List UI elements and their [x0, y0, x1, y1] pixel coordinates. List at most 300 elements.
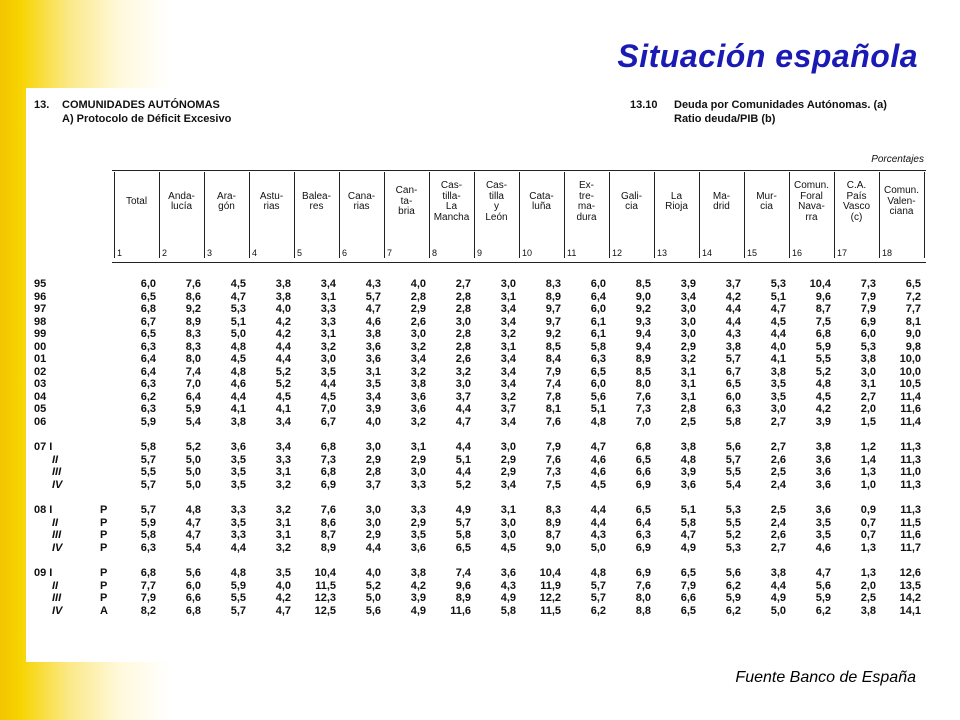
table-cell: 3,4 — [500, 303, 516, 315]
table-cell: 8,5 — [635, 278, 651, 290]
table-cell: 1,3 — [860, 466, 876, 478]
table-cell: 3,4 — [410, 353, 426, 365]
table-cell: 3,9 — [410, 592, 426, 604]
table-cell: 3,1 — [860, 378, 876, 390]
table-cell: 7,0 — [185, 378, 201, 390]
table-cell: 9,7 — [545, 303, 561, 315]
table-cell: 3,7 — [455, 390, 471, 403]
table-cell: 3,8 — [365, 328, 381, 340]
table-cell: 2,9 — [680, 340, 696, 353]
table-cell: 7,3 — [635, 403, 651, 415]
table-cell: 3,5 — [770, 378, 786, 390]
table-cell: 5,0 — [365, 592, 381, 604]
table-cell: 3,7 — [500, 403, 516, 415]
column-header: Can- ta- bria — [395, 185, 418, 218]
row-label: 04 — [34, 390, 47, 403]
table-cell: 4,2 — [275, 328, 291, 340]
table-cell: 7,9 — [140, 592, 156, 604]
table-cell: 3,2 — [410, 365, 426, 378]
scanned-table-document — [26, 88, 930, 662]
table-cell: 4,3 — [590, 529, 606, 541]
table-cell: 7,7 — [905, 303, 921, 315]
column-header: Anda- lucía — [168, 190, 195, 212]
table-cell: 4,1 — [230, 403, 246, 415]
table-cell: 8,6 — [185, 290, 201, 303]
table-cell: 5,5 — [230, 592, 246, 604]
table-cell: 6,4 — [140, 365, 156, 378]
table-cell: 5,9 — [815, 340, 831, 353]
table-cell: 4,6 — [590, 466, 606, 478]
column-number: 18 — [882, 248, 893, 258]
table-cell: 4,4 — [725, 315, 741, 328]
table-cell: 3,4 — [275, 441, 291, 453]
row-label: 95 — [34, 278, 47, 290]
table-cell: 11,9 — [540, 579, 561, 592]
table-row — [26, 316, 930, 329]
table-cell: 5,1 — [590, 403, 606, 415]
table-cell: 4,7 — [185, 516, 201, 529]
table-cell: 8,3 — [185, 340, 201, 353]
table-cell: 5,8 — [140, 529, 156, 541]
table-cell: 4,8 — [230, 340, 246, 353]
table-cell: 2,7 — [770, 415, 786, 428]
table-cell: 3,4 — [680, 290, 696, 303]
table-cell: 3,0 — [410, 328, 426, 340]
table-cell: 4,8 — [815, 378, 831, 390]
table-cell: 2,4 — [770, 478, 786, 491]
table-cell: 5,2 — [275, 365, 291, 378]
table-cell: 3,1 — [275, 466, 291, 478]
table-cell: 3,5 — [410, 529, 426, 541]
table-row — [26, 454, 930, 467]
table-cell: 3,0 — [860, 365, 876, 378]
table-cell: 5,2 — [815, 365, 831, 378]
table-cell: 4,2 — [410, 579, 426, 592]
table-cell: 3,3 — [410, 478, 426, 491]
table-cell: 4,0 — [275, 303, 291, 315]
table-cell: 9,6 — [455, 579, 471, 592]
table-cell: 5,7 — [140, 504, 156, 516]
column-header: Astu- rias — [259, 190, 284, 212]
column-number: 8 — [432, 248, 438, 258]
table-cell: 6,8 — [140, 567, 156, 579]
table-cell: 5,3 — [230, 303, 246, 315]
table-cell: 2,8 — [455, 340, 471, 353]
table-cell: 5,1 — [770, 290, 786, 303]
column-header: Cas- tilla y León — [485, 180, 508, 223]
column-numbers — [26, 248, 930, 260]
table-cell: 1,5 — [860, 415, 876, 428]
table-cell: 3,9 — [815, 415, 831, 428]
table-cell: 6,4 — [140, 353, 156, 365]
table-cell: 8,3 — [545, 504, 561, 516]
table-cell: 0,9 — [860, 504, 876, 516]
table-cell: 7,2 — [905, 290, 921, 303]
table-cell: 14,1 — [899, 604, 921, 617]
table-row — [26, 542, 930, 555]
table-cell: 4,8 — [230, 567, 246, 579]
table-cell: 5,9 — [140, 415, 156, 428]
table-cell: 6,7 — [320, 415, 336, 428]
table-cell: 5,9 — [230, 579, 246, 592]
table-heading — [674, 98, 887, 126]
table-cell: 4,4 — [770, 579, 786, 592]
table-cell: 6,0 — [860, 328, 876, 340]
table-cell: 7,7 — [140, 579, 156, 592]
table-cell: 5,7 — [140, 453, 156, 466]
table-cell: 3,8 — [860, 604, 876, 617]
row-status-flag: P — [100, 504, 108, 516]
column-number: 2 — [162, 248, 168, 258]
table-row — [26, 328, 930, 341]
table-cell: 5,4 — [185, 541, 201, 554]
table-cell: 8,1 — [545, 403, 561, 415]
table-cell: 5,0 — [185, 478, 201, 491]
table-cell: 3,0 — [455, 378, 471, 390]
table-cell: 6,5 — [455, 541, 471, 554]
column-number: 17 — [837, 248, 848, 258]
table-cell: 4,0 — [365, 415, 381, 428]
row-label: 99 — [34, 328, 47, 340]
table-cell: 4,5 — [590, 478, 606, 491]
table-cell: 2,7 — [860, 390, 876, 403]
table-row — [26, 517, 930, 530]
table-row — [26, 403, 930, 416]
table-cell: 3,0 — [500, 516, 516, 529]
table-cell: 4,4 — [725, 303, 741, 315]
table-cell: 8,9 — [185, 315, 201, 328]
table-cell: 6,4 — [185, 390, 201, 403]
table-cell: 5,6 — [185, 567, 201, 579]
table-cell: 6,0 — [590, 278, 606, 290]
table-cell: 7,4 — [455, 567, 471, 579]
table-cell: 5,9 — [725, 592, 741, 604]
table-cell: 3,2 — [410, 340, 426, 353]
table-cell: 6,5 — [680, 604, 696, 617]
table-cell: 3,0 — [410, 466, 426, 478]
row-status-flag: P — [100, 592, 108, 604]
column-number: 3 — [207, 248, 213, 258]
table-cell: 3,8 — [275, 278, 291, 290]
column-number: 11 — [567, 248, 577, 258]
table-cell: 5,5 — [140, 466, 156, 478]
table-cell: 3,9 — [680, 278, 696, 290]
table-cell: 9,2 — [185, 303, 201, 315]
row-label: 02 — [34, 365, 47, 378]
table-cell: 9,8 — [905, 340, 921, 353]
table-cell: 5,0 — [185, 466, 201, 478]
table-cell: 8,9 — [545, 290, 561, 303]
table-cell: 7,6 — [185, 278, 201, 290]
table-cell: 4,2 — [815, 403, 831, 415]
table-cell: 2,7 — [770, 541, 786, 554]
table-cell: 6,6 — [635, 466, 651, 478]
table-cell: 2,5 — [860, 592, 876, 604]
row-label: 09 I — [34, 567, 53, 579]
section-number: 13. — [34, 99, 50, 111]
table-cell: 3,5 — [320, 365, 336, 378]
table-cell: 7,5 — [815, 315, 831, 328]
table-cell: 6,0 — [725, 390, 741, 403]
table-cell: 5,3 — [770, 278, 786, 290]
table-number: 13.10 — [630, 99, 658, 111]
table-cell: 5,2 — [275, 378, 291, 390]
table-cell: 14,2 — [899, 592, 921, 604]
table-cell: 3,6 — [230, 441, 246, 453]
table-cell: 2,9 — [365, 453, 381, 466]
table-cell: 3,3 — [230, 504, 246, 516]
table-cell: 5,7 — [590, 579, 606, 592]
table-cell: 11,5 — [900, 516, 921, 529]
table-cell: 3,5 — [770, 390, 786, 403]
table-cell: 3,8 — [770, 365, 786, 378]
table-cell: 5,4 — [725, 478, 741, 491]
table-cell: 9,3 — [635, 315, 651, 328]
table-cell: 6,7 — [725, 365, 741, 378]
column-number: 12 — [612, 248, 623, 258]
table-cell: 12,3 — [314, 592, 336, 604]
table-cell: 2,9 — [410, 303, 426, 315]
table-cell: 6,2 — [815, 604, 831, 617]
section-heading — [62, 98, 231, 126]
table-cell: 4,5 — [770, 315, 786, 328]
table-row — [26, 466, 930, 479]
table-cell: 4,7 — [680, 529, 696, 541]
table-cell: 6,3 — [140, 403, 156, 415]
table-cell: 6,3 — [635, 529, 651, 541]
table-cell: 8,5 — [635, 365, 651, 378]
table-cell: 4,9 — [770, 592, 786, 604]
table-cell: 9,2 — [635, 303, 651, 315]
table-cell: 4,4 — [590, 516, 606, 529]
table-cell: 6,8 — [185, 604, 201, 617]
table-cell: 8,7 — [815, 303, 831, 315]
table-cell: 7,9 — [545, 365, 561, 378]
table-cell: 4,2 — [725, 290, 741, 303]
table-cell: 3,1 — [500, 340, 516, 353]
table-cell: 3,5 — [230, 478, 246, 491]
table-row — [26, 529, 930, 542]
table-cell: 11,6 — [900, 529, 921, 541]
table-cell: 3,6 — [365, 353, 381, 365]
table-cell: 5,8 — [590, 340, 606, 353]
table-cell: 8,4 — [545, 353, 561, 365]
table-cell: 7,6 — [545, 415, 561, 428]
table-cell: 8,3 — [545, 278, 561, 290]
table-cell: 7,3 — [860, 278, 876, 290]
table-cell: 3,0 — [680, 303, 696, 315]
table-cell: 5,6 — [725, 441, 741, 453]
table-cell: 8,8 — [635, 604, 651, 617]
table-cell: 5,7 — [725, 453, 741, 466]
table-cell: 8,3 — [185, 328, 201, 340]
table-cell: 2,9 — [365, 529, 381, 541]
table-cell: 3,8 — [860, 353, 876, 365]
table-cell: 8,2 — [140, 604, 156, 617]
table-cell: 4,3 — [500, 579, 516, 592]
table-cell: 3,4 — [500, 365, 516, 378]
table-cell: 7,0 — [320, 403, 336, 415]
table-cell: 6,5 — [635, 504, 651, 516]
table-row — [26, 479, 930, 492]
table-cell: 12,2 — [539, 592, 561, 604]
row-label: 07 I — [34, 441, 53, 453]
table-cell: 5,7 — [455, 516, 471, 529]
row-label: 96 — [34, 290, 47, 303]
table-cell: 2,5 — [770, 466, 786, 478]
table-cell: 4,7 — [815, 567, 831, 579]
table-cell: 2,7 — [455, 278, 471, 290]
table-cell: 6,8 — [320, 441, 336, 453]
table-cell: 4,2 — [275, 315, 291, 328]
table-cell: 3,0 — [455, 315, 471, 328]
table-cell: 11,3 — [900, 478, 921, 491]
column-header: Ma- drid — [712, 190, 731, 212]
row-label: II — [52, 453, 59, 466]
table-cell: 6,5 — [725, 378, 741, 390]
table-cell: 5,2 — [365, 579, 381, 592]
section-title: COMUNIDADES AUTÓNOMAS — [62, 99, 220, 111]
row-status-flag: P — [100, 567, 108, 579]
row-label: II — [52, 516, 59, 529]
table-row — [26, 378, 930, 391]
table-cell: 3,2 — [455, 365, 471, 378]
table-cell: 2,7 — [770, 441, 786, 453]
table-cell: 5,5 — [725, 466, 741, 478]
table-cell: 6,6 — [185, 592, 201, 604]
table-cell: 4,0 — [410, 278, 426, 290]
table-cell: 4,0 — [275, 579, 291, 592]
table-cell: 5,8 — [140, 441, 156, 453]
column-header: Cana- rias — [347, 190, 376, 212]
table-header-rule — [112, 262, 926, 263]
table-cell: 11,7 — [900, 541, 921, 554]
table-cell: 3,1 — [320, 290, 336, 303]
table-cell: 9,2 — [545, 328, 561, 340]
table-cell: 3,0 — [365, 516, 381, 529]
table-cell: 6,1 — [590, 315, 606, 328]
table-cell: 5,9 — [815, 592, 831, 604]
table-cell: 4,9 — [680, 541, 696, 554]
column-number: 6 — [342, 248, 348, 258]
table-cell: 7,4 — [185, 365, 201, 378]
table-row — [26, 504, 930, 517]
table-cell: 4,7 — [590, 441, 606, 453]
table-cell: 3,5 — [275, 567, 291, 579]
table-cell: 8,0 — [635, 378, 651, 390]
table-cell: 3,6 — [365, 340, 381, 353]
table-cell: 4,4 — [230, 541, 246, 554]
table-cell: 3,0 — [500, 529, 516, 541]
table-row — [26, 416, 930, 429]
table-cell: 4,0 — [770, 340, 786, 353]
table-cell: 7,8 — [545, 390, 561, 403]
table-cell: 10,5 — [899, 378, 921, 390]
table-cell: 7,9 — [860, 303, 876, 315]
table-cell: 2,5 — [770, 504, 786, 516]
table-cell: 6,9 — [320, 478, 336, 491]
table-cell: 6,5 — [635, 453, 651, 466]
table-cell: 6,7 — [140, 315, 156, 328]
table-cell: 4,9 — [455, 504, 471, 516]
table-cell: 4,5 — [275, 390, 291, 403]
table-cell: 10,4 — [809, 278, 831, 290]
table-cell: 9,7 — [545, 315, 561, 328]
table-cell: 5,0 — [230, 328, 246, 340]
row-status-flag: A — [100, 604, 108, 617]
table-cell: 6,3 — [140, 541, 156, 554]
table-cell: 4,4 — [590, 504, 606, 516]
table-cell: 4,6 — [230, 378, 246, 390]
table-cell: 6,5 — [680, 567, 696, 579]
table-row — [26, 592, 930, 605]
table-row — [26, 291, 930, 304]
table-cell: 8,0 — [635, 592, 651, 604]
table-cell: 1,3 — [860, 541, 876, 554]
table-cell: 2,8 — [455, 303, 471, 315]
table-cell: 6,4 — [635, 516, 651, 529]
table-cell: 4,4 — [320, 378, 336, 390]
table-cell: 4,4 — [455, 441, 471, 453]
table-row — [26, 580, 930, 593]
table-cell: 3,3 — [320, 315, 336, 328]
table-cell: 4,7 — [230, 290, 246, 303]
table-cell: 5,8 — [500, 604, 516, 617]
table-cell: 3,6 — [680, 478, 696, 491]
table-cell: 2,9 — [500, 453, 516, 466]
table-cell: 4,8 — [185, 504, 201, 516]
column-header: Comun. Foral Nava- rra — [793, 180, 829, 223]
table-cell: 6,9 — [860, 315, 876, 328]
table-cell: 3,5 — [230, 453, 246, 466]
table-cell: 3,1 — [500, 290, 516, 303]
table-cell: 3,0 — [680, 315, 696, 328]
table-cell: 8,7 — [545, 529, 561, 541]
row-label: IV — [52, 604, 63, 617]
table-row — [26, 567, 930, 580]
table-cell: 2,6 — [770, 453, 786, 466]
table-cell: 11,6 — [450, 604, 471, 617]
table-cell: 1,4 — [860, 453, 876, 466]
row-label: 05 — [34, 403, 47, 415]
table-cell: 2,9 — [410, 516, 426, 529]
column-headers — [26, 172, 930, 232]
table-cell: 6,0 — [590, 303, 606, 315]
table-cell: 11,5 — [540, 604, 561, 617]
table-cell: 3,4 — [500, 315, 516, 328]
table-cell: 1,2 — [860, 441, 876, 453]
table-cell: 8,6 — [320, 516, 336, 529]
table-cell: 3,2 — [500, 390, 516, 403]
table-cell: 3,3 — [275, 453, 291, 466]
table-cell: 3,0 — [320, 353, 336, 365]
table-cell: 11,3 — [900, 504, 921, 516]
table-cell: 3,6 — [500, 567, 516, 579]
column-header: Gali- cia — [620, 190, 643, 212]
table-cell: 4,5 — [500, 541, 516, 554]
table-cell: 3,3 — [320, 303, 336, 315]
table-cell: 7,9 — [545, 441, 561, 453]
column-number: 14 — [702, 248, 713, 258]
table-cell: 6,8 — [140, 303, 156, 315]
table-cell: 11,0 — [900, 466, 921, 478]
table-cell: 3,0 — [770, 403, 786, 415]
table-cell: 5,7 — [725, 353, 741, 365]
table-cell: 3,1 — [500, 504, 516, 516]
table-cell: 11,5 — [315, 579, 336, 592]
table-row — [26, 391, 930, 404]
table-cell: 6,3 — [590, 353, 606, 365]
